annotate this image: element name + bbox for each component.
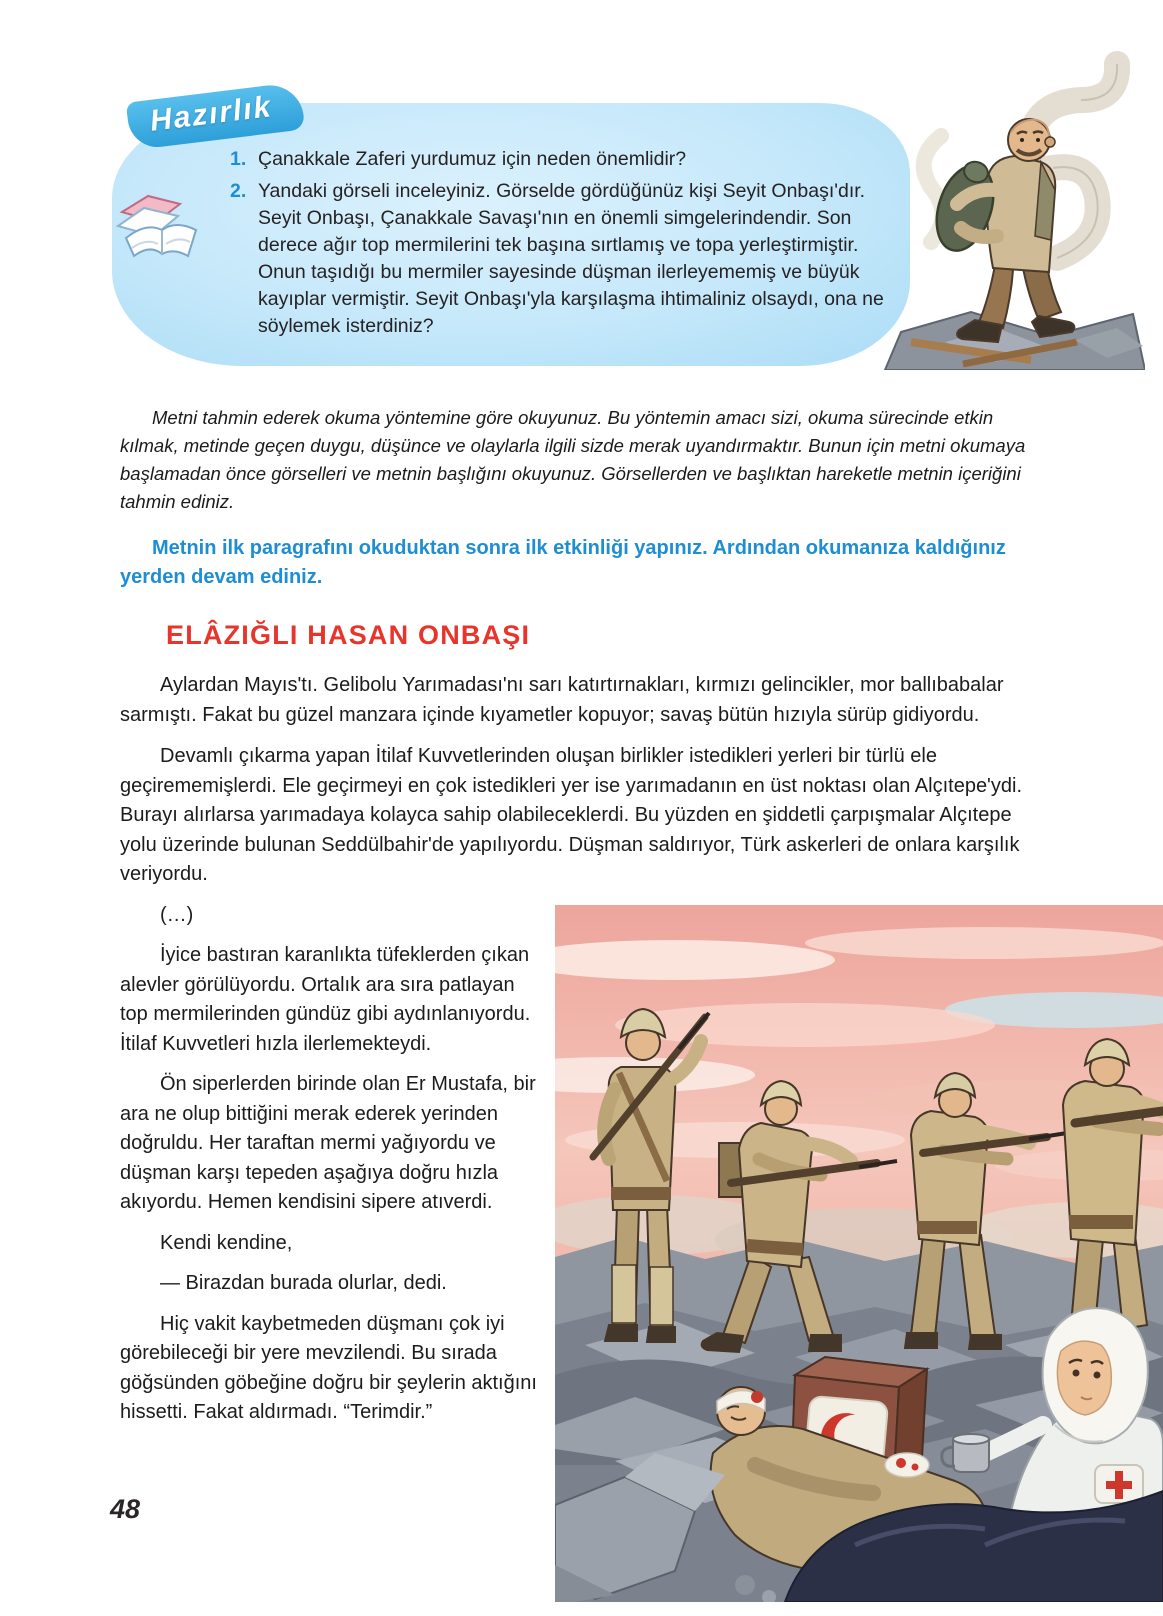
rubble: [885, 312, 1145, 370]
story-paragraph: Ön siperlerden birinde olan Er Mustafa, bir ara ne olup bittiğini merak ederek yerinden doğruldu. Her taraftan mermi yağıyordu ve düşman karşı tepeden aşağıya doğru hızla akıyordu. Hemen kendisini sipere atıverdi.: [120, 1073, 536, 1213]
text-and-illustration: [120, 901, 1045, 1603]
hazirlik-section: [0, 0, 1163, 382]
seyit-figure: [927, 119, 1075, 342]
question-text: Çanakkale Zaferi yurdumuz için neden önemlidir?: [258, 148, 687, 170]
story-paragraph: — Birazdan burada olurlar, dedi.: [160, 1272, 447, 1294]
activity-instruction: Metnin ilk paragrafını okuduktan sonra ilk etkinliği yapınız. Ardından okumanıza kaldığınız yerden devam ediniz.: [120, 537, 1006, 588]
hazirlik-question-2: [230, 178, 898, 340]
question-text: Yandaki görseli inceleyiniz. Görselde gördüğünüz kişi Seyit Onbaşı'dır. Seyit Onbaşı, Çanakkale Savaşı'nın en önemli simgelerindendir. Son derece ağır top mermilerini tek başına sırtlamış ve topa yerleştirmiştir. Onun taşıdığı bu mermiler sayesinde düşman ilerleyememiş ve büyük kayıplar vermiştir. Seyit Onbaşı'yla karşılaşma ihtimaliniz olsaydı, ona ne söylemek isterdiniz?: [258, 180, 884, 337]
story-paragraph: Hiç vakit kaybetmeden düşmanı çok iyi görebileceği bir yere mevzilendi. Bu sırada göğsünden göbeğine doğru bir şeylerin aktığını hissetti. Fakat aldırmadı. “Terimdir.”: [120, 1312, 537, 1423]
story-paragraph: İyice bastıran karanlıkta tüfeklerden çıkan alevler görülüyordu. Ortalık ara sıra patlayan top mermilerinden gündüz gibi aydınlanıyordu. İtilaf Kuvvetleri hızla ilerlemekteydi.: [120, 944, 531, 1055]
books-icon: [108, 186, 212, 272]
hazirlik-title-text: Hazırlık: [148, 90, 274, 138]
story-paragraph: Aylardan Mayıs'tı. Gelibolu Yarımadası'nı sarı katırtırnakları, kırmızı gelincikler, mor ballıbabalar sarmıştı. Fakat bu güzel manzara içinde kıyametler kopuyor; savaş bütün hızıyla sürüp gidiyordu.: [120, 674, 1004, 726]
story-paragraph: Devamlı çıkarma yapan İtilaf Kuvvetlerinden oluşan birlikler istedikleri yerleri bir türlü ele geçirememişlerdi. Ele geçirmeyi en çok istedikleri yer ise yarımadanın en üst noktası olan Alçıtepe'ydi. Burayı alırlarsa yarımadaya kolayca sahip olabileceklerdi. Bu yüzden en şiddetli çarpışmalar Alçıtepe yolu üzerinde bulunan Seddülbahir'de yapılıyordu. Düşman saldırıyor, Türk askerleri de onlara karşılık veriyordu.: [120, 745, 1023, 885]
seyit-onbasi-illustration: [845, 40, 1145, 370]
question-number: 1.: [230, 148, 247, 170]
reading-method-note: Metni tahmin ederek okuma yöntemine göre okuyunuz. Bu yöntemin amacı sizi, okuma sürecinde etkin kılmak, metinde geçen duygu, düşünce ve olaylarla ilgili sizde merak uyandırmaktır. Bunun için metni okumaya başlamadan önce görselleri ve metnin başlığını okuyunuz. Görsellerden ve başlıktan hareketle metnin içeriğini tahmin ediniz.: [120, 407, 1026, 512]
red-cross-pouch: [1095, 1465, 1143, 1503]
bandage-cloth: [885, 1453, 929, 1477]
story-paragraph: Kendi kendine,: [160, 1231, 293, 1254]
page-content: [120, 404, 1045, 1603]
hazirlik-questions: [230, 146, 898, 345]
story-left-column: [120, 901, 542, 1428]
page-number: 48: [110, 1494, 141, 1524]
hazirlik-question-1: [230, 146, 898, 173]
story-paragraph: (…): [160, 903, 194, 926]
question-number: 2.: [230, 180, 247, 202]
story-title: ELÂZIĞLI HASAN ONBAŞI: [166, 620, 531, 650]
battle-scene-illustration: [555, 905, 1163, 1602]
